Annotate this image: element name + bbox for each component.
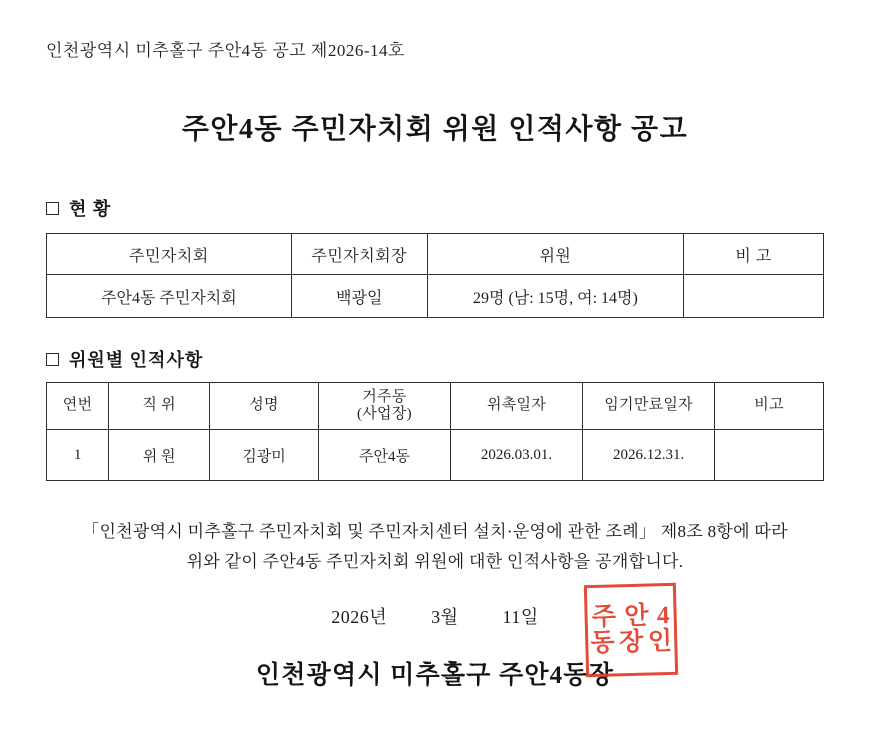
stamp-char: 4	[656, 601, 670, 630]
signature-line: 인천광역시 미추홀구 주안4동장	[255, 661, 615, 689]
table-cell	[684, 275, 824, 318]
stamp-char: 장	[618, 628, 644, 657]
column-header	[715, 383, 824, 430]
square-bullet-icon	[46, 353, 59, 366]
column-header-line2: (사업장)	[356, 406, 412, 422]
paragraph-line-2: 위와 같이 주안4동 주민자치회 위원에 대한 인적사항을 공개합니다.	[186, 551, 684, 571]
table-header-row	[47, 234, 824, 275]
column-header	[583, 383, 715, 430]
table-row	[47, 275, 824, 318]
date-day: 11일	[502, 606, 539, 627]
table-header-row	[47, 383, 824, 430]
table-cell: 백광일	[291, 275, 427, 318]
column-header-line1: 성명	[249, 397, 279, 414]
square-bullet-icon	[46, 202, 59, 215]
column-header-line1: 임기만료일자	[604, 397, 693, 414]
table-cell: 김광미	[210, 430, 319, 481]
section-heading-members	[46, 346, 824, 372]
table-cell: 2026.03.01.	[451, 430, 583, 481]
official-seal-stamp	[584, 583, 678, 677]
column-header: 주민자치회	[47, 234, 292, 275]
column-header-line1: 연번	[62, 397, 93, 414]
column-header: 주민자치회장	[291, 234, 427, 275]
column-header	[318, 383, 450, 430]
section-label: 현 황	[69, 199, 112, 219]
column-header-line1: 위촉일자	[486, 397, 547, 414]
table-cell	[715, 430, 824, 481]
section-heading-status	[46, 195, 824, 221]
date-month: 3월	[431, 606, 459, 627]
members-table	[46, 382, 824, 481]
column-header: 비 고	[684, 234, 824, 275]
table-cell: 주안4동 주민자치회	[47, 275, 292, 318]
table-cell: 위 원	[109, 430, 210, 481]
table-cell: 2026.12.31.	[583, 430, 715, 481]
stamp-char: 인	[647, 627, 673, 656]
table-cell: 주안4동	[318, 430, 450, 481]
document-page	[0, 36, 870, 749]
stamp-char: 주	[591, 603, 617, 631]
page-title: 주안4동 주민자치회 위원 인적사항 공고	[181, 114, 689, 145]
date-year: 2026년	[331, 606, 388, 627]
stamp-row-top	[587, 603, 674, 631]
table-cell: 29명 (남: 15명, 여: 14명)	[427, 275, 683, 318]
table-cell: 1	[47, 430, 109, 481]
column-header	[451, 383, 583, 430]
column-header	[210, 383, 319, 430]
column-header-line1: 거주동	[362, 388, 407, 405]
stamp-char: 안	[624, 602, 649, 630]
section-label: 위원별 인적사항	[69, 350, 204, 370]
stamp-row-bottom	[588, 629, 675, 657]
column-header: 위원	[427, 234, 683, 275]
date-line	[46, 603, 824, 629]
stamp-char: 동	[590, 629, 616, 658]
paragraph-line-1: 「인천광역시 미추홀구 주민자치회 및 주민자치센터 설치·운영에 관한 조례」 제8조 8항에 따라	[82, 522, 788, 541]
table-row	[47, 430, 824, 481]
body-paragraph	[46, 517, 824, 577]
column-header	[109, 383, 210, 430]
column-header	[47, 383, 109, 430]
column-header-line1: 비고	[754, 397, 784, 414]
notice-number: 인천광역시 미추홀구 주안4동 공고 제2026-14호	[46, 41, 405, 60]
status-table	[46, 233, 824, 318]
column-header-line1: 직 위	[142, 397, 176, 414]
